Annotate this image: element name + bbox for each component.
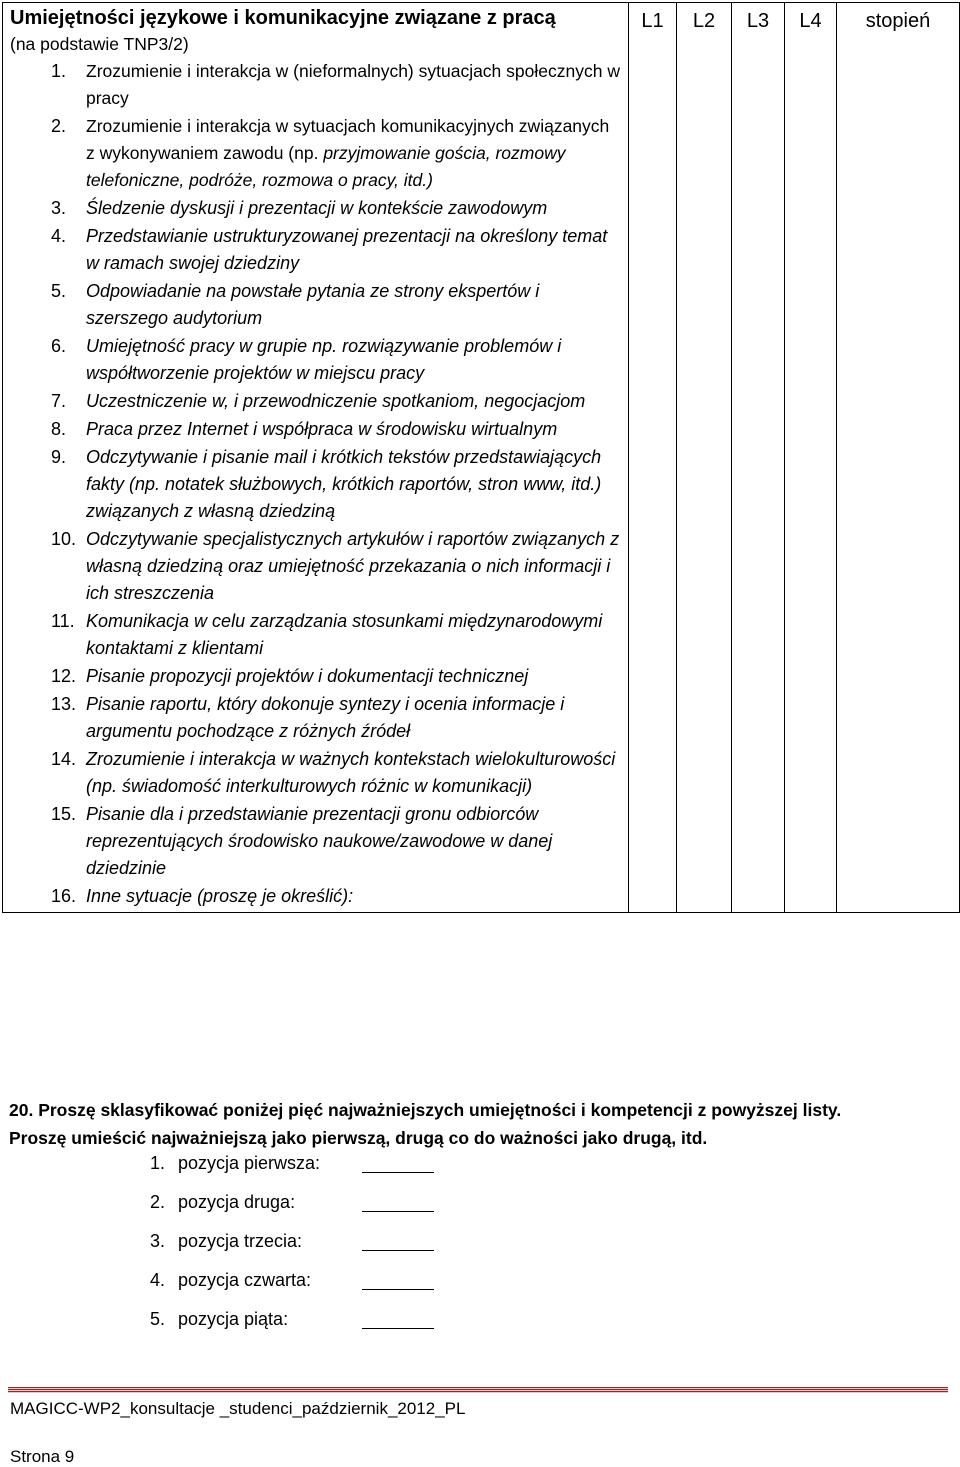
table-heading-source: (na podstawie TNP3/2) xyxy=(10,34,189,54)
list-item xyxy=(10,663,622,690)
item-text: Uczestniczenie w, i przewodniczenie spotkaniom, negocjacjom xyxy=(86,391,586,411)
footer-rule xyxy=(8,1387,948,1393)
item-number: 9. xyxy=(51,447,67,467)
question-line-2: Proszę umieścić najważniejszą jako pierwszą, drugą co do ważności jako drugą, itd. xyxy=(9,1128,708,1148)
item-number: 10. xyxy=(51,529,77,549)
column-header-l4: L4 xyxy=(785,3,837,913)
list-item xyxy=(10,691,622,745)
item-text: Praca przez Internet i współpraca w środowisku wirtualnym xyxy=(86,419,558,439)
item-number: 11. xyxy=(51,611,75,631)
item-number: 1. xyxy=(51,61,67,81)
ranking-label: pozycja druga: xyxy=(178,1192,296,1212)
list-item xyxy=(10,278,622,332)
item-text: Komunikacja w celu zarządzania stosunkami międzynarodowymi kontaktami z klientami xyxy=(86,611,603,658)
skills-table xyxy=(2,2,960,913)
ranking-label: pozycja trzecia: xyxy=(178,1231,303,1251)
item-number: 15. xyxy=(51,804,77,824)
ranking-answer-blank[interactable] xyxy=(362,1150,434,1173)
column-header-l1: L1 xyxy=(629,3,677,913)
item-number: 14. xyxy=(51,749,77,769)
ranking-number: 1. xyxy=(150,1153,166,1173)
ranking-list xyxy=(150,1150,440,1345)
ranking-answer-blank[interactable] xyxy=(362,1267,434,1290)
list-item xyxy=(10,746,622,800)
skills-list-cell xyxy=(3,3,629,913)
item-text: Zrozumienie i interakcja w (nieformalnych) sytuacjach społecznych w pracy xyxy=(86,61,620,108)
item-number: 3. xyxy=(51,198,67,218)
question-20 xyxy=(9,1096,949,1152)
item-text: Pisanie raportu, który dokonuje syntezy i ocenia informacje i argumentu pochodzące z różnych źródeł xyxy=(86,694,565,741)
item-text: Inne sytuacje (proszę je określić): xyxy=(86,886,354,906)
table-heading: Umiejętności językowe i komunikacyjne związane z pracą xyxy=(10,7,556,29)
question-line-1: 20. Proszę sklasyfikować poniżej pięć najważniejszych umiejętności i kompetencji z powyższej listy. xyxy=(9,1100,842,1120)
list-item xyxy=(10,608,622,662)
list-item xyxy=(10,223,622,277)
item-number: 16. xyxy=(51,886,77,906)
list-item xyxy=(10,388,622,415)
ranking-item xyxy=(150,1150,440,1189)
ranking-answer-blank[interactable] xyxy=(362,1228,434,1251)
ranking-number: 5. xyxy=(150,1309,166,1329)
list-item xyxy=(10,113,622,194)
item-number: 6. xyxy=(51,336,67,356)
ranking-answer-blank[interactable] xyxy=(362,1306,434,1329)
item-number: 13. xyxy=(51,694,77,714)
page-number: Strona 9 xyxy=(10,1447,75,1466)
ranking-label: pozycja piąta: xyxy=(178,1309,289,1329)
ranking-label: pozycja pierwsza: xyxy=(178,1153,321,1173)
ranking-label: pozycja czwarta: xyxy=(178,1270,312,1290)
list-item xyxy=(10,801,622,882)
item-text-normal: Zrozumienie i interakcja w sytuacjach komunikacyjnych związanych z wykonywaniem zawodu (np. xyxy=(86,116,610,163)
list-item xyxy=(10,195,622,222)
item-text: Śledzenie dyskusji i prezentacji w kontekście zawodowym xyxy=(86,198,548,218)
list-item xyxy=(10,58,622,112)
footer-document-title: MAGICC-WP2_konsultacje _studenci_październik_2012_PL xyxy=(10,1399,466,1418)
list-item xyxy=(10,883,622,910)
item-number: 4. xyxy=(51,226,67,246)
item-number: 5. xyxy=(51,281,67,301)
item-text: Umiejętność pracy w grupie np. rozwiązywanie problemów i współtworzenie projektów w miejscu pracy xyxy=(86,336,562,383)
item-text: Zrozumienie i interakcja w ważnych kontekstach wielokulturowości (np. świadomość interkulturowych różnic w komunikacji) xyxy=(86,749,616,796)
item-number: 2. xyxy=(51,116,67,136)
ranking-item xyxy=(150,1189,440,1228)
ranking-item xyxy=(150,1267,440,1306)
item-number: 7. xyxy=(51,391,67,411)
column-header-l3: L3 xyxy=(732,3,785,913)
column-header-l2: L2 xyxy=(677,3,732,913)
skills-list xyxy=(10,58,622,910)
ranking-number: 3. xyxy=(150,1231,166,1251)
item-text: Odpowiadanie na powstałe pytania ze strony ekspertów i szerszego audytorium xyxy=(86,281,540,328)
ranking-item xyxy=(150,1306,440,1345)
item-text: Odczytywanie specjalistycznych artykułów i raportów związanych z własną dziedziną oraz umiejętność przekazania o nich informacji i ich streszczenia xyxy=(86,529,620,603)
list-item xyxy=(10,526,622,607)
ranking-number: 4. xyxy=(150,1270,166,1290)
item-text: Przedstawianie ustrukturyzowanej prezentacji na określony temat w ramach swojej dziedziny xyxy=(86,226,608,273)
item-text: Odczytywanie i pisanie mail i krótkich tekstów przedstawiających fakty (np. notatek służbowych, krótkich raportów, stron www, itd.) związanych z własną dziedziną xyxy=(86,447,602,521)
list-item xyxy=(10,333,622,387)
item-text-italic: przyjmowanie gościa, rozmowy telefoniczne, podróże, rozmowa o pracy, itd.) xyxy=(86,143,566,190)
ranking-number: 2. xyxy=(150,1192,166,1212)
item-number: 8. xyxy=(51,419,67,439)
item-text: Pisanie propozycji projektów i dokumentacji technicznej xyxy=(86,666,529,686)
list-item xyxy=(10,416,622,443)
item-text: Pisanie dla i przedstawianie prezentacji gronu odbiorców reprezentujących środowisko naukowe/zawodowe w danej dziedzinie xyxy=(86,804,553,878)
item-text xyxy=(86,113,622,194)
ranking-item xyxy=(150,1228,440,1267)
ranking-answer-blank[interactable] xyxy=(362,1189,434,1212)
list-item xyxy=(10,444,622,525)
column-header-degree: stopień xyxy=(837,3,960,913)
item-number: 12. xyxy=(51,666,77,686)
